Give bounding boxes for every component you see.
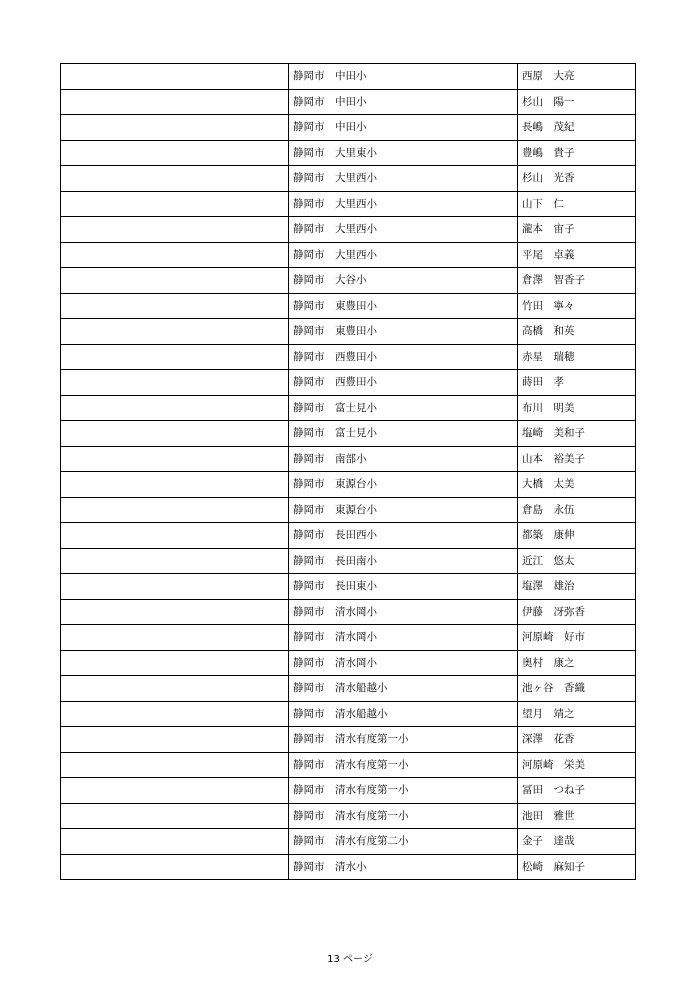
table-row: [61, 293, 636, 319]
name-cell: 赤星 瑞穂: [518, 344, 636, 370]
blank-cell: [61, 778, 289, 804]
table-row: [61, 242, 636, 268]
name-cell: 冨田 つね子: [518, 778, 636, 804]
school-cell: 静岡市 清水有度第二小: [289, 829, 518, 855]
page-number: 13 ページ: [327, 954, 373, 965]
blank-cell: [61, 370, 289, 396]
school-cell: 静岡市 長田東小: [289, 574, 518, 600]
blank-cell: [61, 497, 289, 523]
table-row: [61, 599, 636, 625]
name-cell: 山下 仁: [518, 191, 636, 217]
blank-cell: [61, 395, 289, 421]
school-cell: 静岡市 南部小: [289, 446, 518, 472]
blank-cell: [61, 344, 289, 370]
table-row: [61, 803, 636, 829]
table-row: [61, 701, 636, 727]
blank-cell: [61, 217, 289, 243]
table-row: [61, 166, 636, 192]
blank-cell: [61, 421, 289, 447]
school-cell: 静岡市 大里西小: [289, 166, 518, 192]
name-cell: 金子 達哉: [518, 829, 636, 855]
table-row: [61, 319, 636, 345]
blank-cell: [61, 472, 289, 498]
blank-cell: [61, 548, 289, 574]
school-cell: 静岡市 清水有度第一小: [289, 803, 518, 829]
school-cell: 静岡市 大谷小: [289, 268, 518, 294]
blank-cell: [61, 701, 289, 727]
blank-cell: [61, 523, 289, 549]
blank-cell: [61, 599, 289, 625]
table-row: [61, 370, 636, 396]
blank-cell: [61, 115, 289, 141]
table-row: [61, 421, 636, 447]
blank-cell: [61, 64, 289, 90]
name-cell: 塩崎 美和子: [518, 421, 636, 447]
school-cell: 静岡市 東豊田小: [289, 319, 518, 345]
name-cell: 河原崎 好市: [518, 625, 636, 651]
table-row: [61, 268, 636, 294]
table-row: [61, 64, 636, 90]
name-cell: 西原 大亮: [518, 64, 636, 90]
name-cell: 長嶋 茂紀: [518, 115, 636, 141]
table-row: [61, 191, 636, 217]
name-cell: 池ヶ谷 香織: [518, 676, 636, 702]
table-row: [61, 574, 636, 600]
table-row: [61, 829, 636, 855]
name-cell: 伊藤 冴弥香: [518, 599, 636, 625]
table-row: [61, 472, 636, 498]
table-row: [61, 523, 636, 549]
school-cell: 静岡市 清水船越小: [289, 701, 518, 727]
table-row: [61, 217, 636, 243]
school-cell: 静岡市 東源台小: [289, 497, 518, 523]
name-cell: 松崎 麻知子: [518, 854, 636, 880]
table-row: [61, 548, 636, 574]
name-cell: 塩澤 雄治: [518, 574, 636, 600]
blank-cell: [61, 191, 289, 217]
blank-cell: [61, 242, 289, 268]
table-row: [61, 752, 636, 778]
name-cell: 倉澤 智香子: [518, 268, 636, 294]
table-row: [61, 625, 636, 651]
table-row: [61, 727, 636, 753]
blank-cell: [61, 625, 289, 651]
name-cell: 蒔田 孝: [518, 370, 636, 396]
school-cell: 静岡市 大里西小: [289, 242, 518, 268]
school-cell: 静岡市 長田西小: [289, 523, 518, 549]
blank-cell: [61, 803, 289, 829]
name-cell: 平尾 卓義: [518, 242, 636, 268]
school-cell: 静岡市 西豊田小: [289, 370, 518, 396]
school-cell: 静岡市 清水小: [289, 854, 518, 880]
school-cell: 静岡市 富士見小: [289, 395, 518, 421]
name-cell: 都築 康伸: [518, 523, 636, 549]
table-row: [61, 115, 636, 141]
name-cell: 近江 悠太: [518, 548, 636, 574]
table-row: [61, 89, 636, 115]
roster-table: [60, 63, 636, 880]
blank-cell: [61, 293, 289, 319]
school-cell: 静岡市 富士見小: [289, 421, 518, 447]
blank-cell: [61, 829, 289, 855]
blank-cell: [61, 89, 289, 115]
blank-cell: [61, 268, 289, 294]
table-row: [61, 395, 636, 421]
table-row: [61, 344, 636, 370]
blank-cell: [61, 319, 289, 345]
name-cell: 倉島 永伍: [518, 497, 636, 523]
school-cell: 静岡市 清水有度第一小: [289, 752, 518, 778]
blank-cell: [61, 650, 289, 676]
school-cell: 静岡市 東豊田小: [289, 293, 518, 319]
table-row: [61, 676, 636, 702]
table-row: [61, 650, 636, 676]
roster-body: [61, 64, 636, 880]
blank-cell: [61, 446, 289, 472]
school-cell: 静岡市 中田小: [289, 115, 518, 141]
school-cell: 静岡市 清水有度第一小: [289, 778, 518, 804]
blank-cell: [61, 166, 289, 192]
school-cell: 静岡市 中田小: [289, 89, 518, 115]
blank-cell: [61, 854, 289, 880]
school-cell: 静岡市 大里東小: [289, 140, 518, 166]
school-cell: 静岡市 長田南小: [289, 548, 518, 574]
name-cell: 大橋 太美: [518, 472, 636, 498]
school-cell: 静岡市 清水岡小: [289, 599, 518, 625]
school-cell: 静岡市 中田小: [289, 64, 518, 90]
name-cell: 瀧本 宙子: [518, 217, 636, 243]
school-cell: 静岡市 清水岡小: [289, 650, 518, 676]
table-row: [61, 854, 636, 880]
name-cell: 豊嶋 貴子: [518, 140, 636, 166]
blank-cell: [61, 727, 289, 753]
table-row: [61, 497, 636, 523]
blank-cell: [61, 676, 289, 702]
blank-cell: [61, 752, 289, 778]
blank-cell: [61, 574, 289, 600]
table-row: [61, 778, 636, 804]
school-cell: 静岡市 西豊田小: [289, 344, 518, 370]
school-cell: 静岡市 清水有度第一小: [289, 727, 518, 753]
blank-cell: [61, 140, 289, 166]
name-cell: 杉山 光香: [518, 166, 636, 192]
name-cell: 杉山 陽一: [518, 89, 636, 115]
name-cell: 奥村 康之: [518, 650, 636, 676]
table-row: [61, 140, 636, 166]
name-cell: 山本 裕美子: [518, 446, 636, 472]
school-cell: 静岡市 清水船越小: [289, 676, 518, 702]
table-row: [61, 446, 636, 472]
school-cell: 静岡市 東源台小: [289, 472, 518, 498]
name-cell: 河原崎 栄美: [518, 752, 636, 778]
school-cell: 静岡市 清水岡小: [289, 625, 518, 651]
name-cell: 深澤 花香: [518, 727, 636, 753]
name-cell: 望月 靖之: [518, 701, 636, 727]
name-cell: 布川 明美: [518, 395, 636, 421]
name-cell: 竹田 寧々: [518, 293, 636, 319]
name-cell: 池田 雅世: [518, 803, 636, 829]
school-cell: 静岡市 大里西小: [289, 191, 518, 217]
school-cell: 静岡市 大里西小: [289, 217, 518, 243]
name-cell: 高橋 和英: [518, 319, 636, 345]
